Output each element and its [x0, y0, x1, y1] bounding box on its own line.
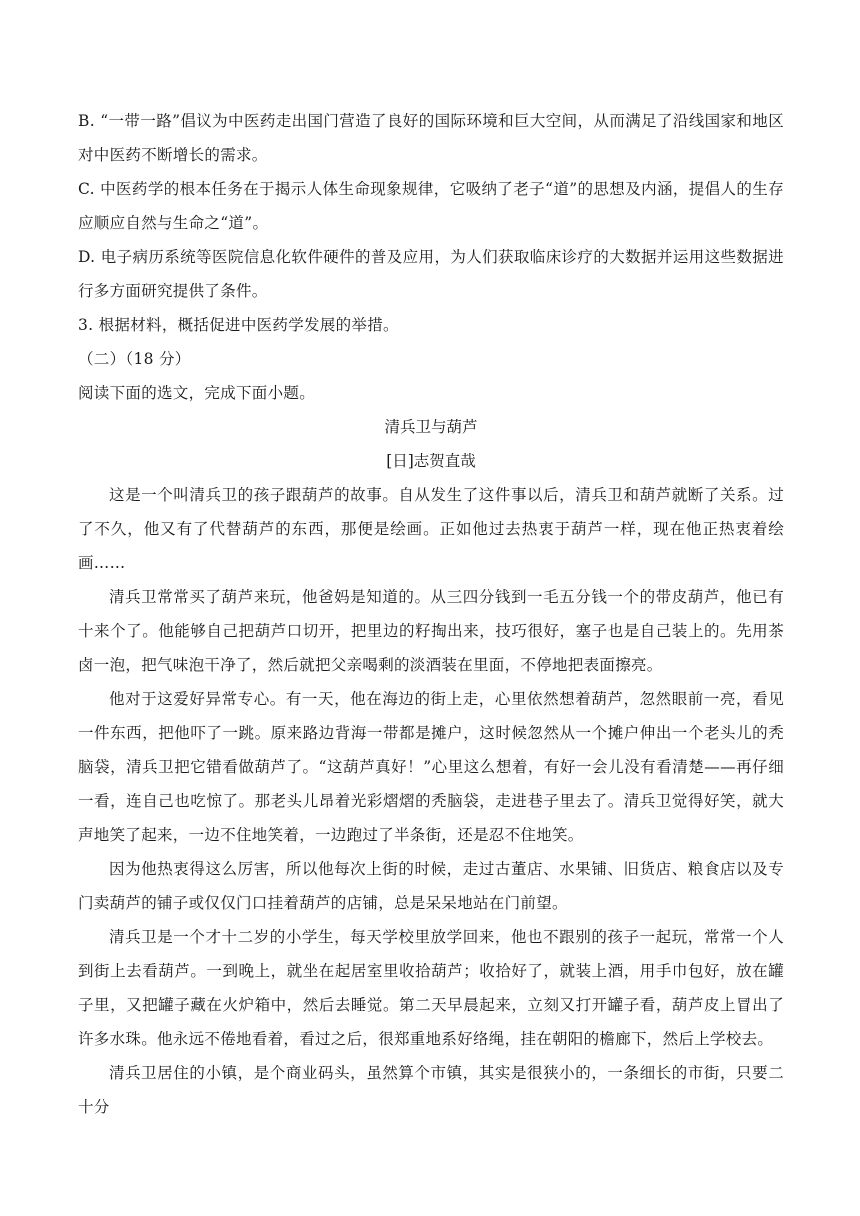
question-3: 3. 根据材料，概括促进中医药学发展的举措。	[78, 316, 399, 334]
option-d: D. 电子病历系统等医院信息化软件硬件的普及应用，为人们获取临床诊疗的大数据并运用这些数据进行多方面研究提供了条件。	[78, 248, 784, 300]
passage-paragraph: 这是一个叫清兵卫的孩子跟葫芦的故事。自从发生了这件事以后，清兵卫和葫芦就断了关系。过了不久，他又有了代替葫芦的东西，那便是绘画。正如他过去热衷于葫芦一样，现在他正热衷着绘画……	[78, 486, 784, 572]
passage-paragraph: 因为他热衷得这么厉害，所以他每次上街的时候，走过古董店、水果铺、旧货店、粮食店以及专门卖葫芦的铺子或仅仅门口挂着葫芦的店铺，总是呆呆地站在门前望。	[78, 860, 784, 912]
passage-paragraph: 清兵卫常常买了葫芦来玩，他爸妈是知道的。从三四分钱到一毛五分钱一个的带皮葫芦，他已有十来个了。他能够自己把葫芦口切开，把里边的籽掏出来，技巧很好，塞子也是自己装上的。先用茶卤一泡，把气味泡干净了，然后就把父亲喝剩的淡酒装在里面，不停地把表面擦亮。	[78, 588, 784, 674]
passage-paragraph: 他对于这爱好异常专心。有一天，他在海边的街上走，心里依然想着葫芦，忽然眼前一亮，看见一件东西，把他吓了一跳。原来路边背海一带都是摊户，这时候忽然从一个摊户伸出一个老头儿的秃脑袋，清兵卫把它错看做葫芦了。“这葫芦真好！”心里这么想着，有好一会儿没有看清楚——再仔细一看，连自己也吃惊了。那老头儿昂着光彩熠熠的秃脑袋，走进巷子里去了。清兵卫觉得好笑，就大声地笑了起来，一边不住地笑着，一边跑过了半条街，还是忍不住地笑。	[78, 690, 784, 844]
passage-paragraph: 清兵卫是一个才十二岁的小学生，每天学校里放学回来，他也不跟别的孩子一起玩，常常一个人到街上去看葫芦。一到晚上，就坐在起居室里收拾葫芦；收拾好了，就装上酒，用手巾包好，放在罐子里，又把罐子藏在火炉箱中，然后去睡觉。第二天早晨起来，立刻又打开罐子看，葫芦皮上冒出了许多水珠。他永远不倦地看着，看过之后，很郑重地系好络绳，挂在朝阳的檐廊下，然后上学校去。	[78, 928, 784, 1048]
passage-author: [日]志贺直哉	[386, 452, 476, 470]
passage-title: 清兵卫与葫芦	[384, 418, 478, 436]
document-page	[78, 104, 784, 1124]
option-b: B. “一带一路”倡议为中医药走出国门营造了良好的国际环境和巨大空间，从而满足了沿线国家和地区对中医药不断增长的需求。	[78, 112, 784, 164]
reading-instruction: 阅读下面的选文，完成下面小题。	[78, 384, 316, 402]
option-c: C. 中医药学的根本任务在于揭示人体生命现象规律，它吸纳了老子“道”的思想及内涵，提倡人的生存应顺应自然与生命之“道”。	[78, 180, 784, 232]
passage-paragraph: 清兵卫居住的小镇，是个商业码头，虽然算个市镇，其实是很狭小的，一条细长的市街，只要二十分	[78, 1064, 784, 1116]
section-heading: （二）（18 分）	[78, 350, 191, 368]
